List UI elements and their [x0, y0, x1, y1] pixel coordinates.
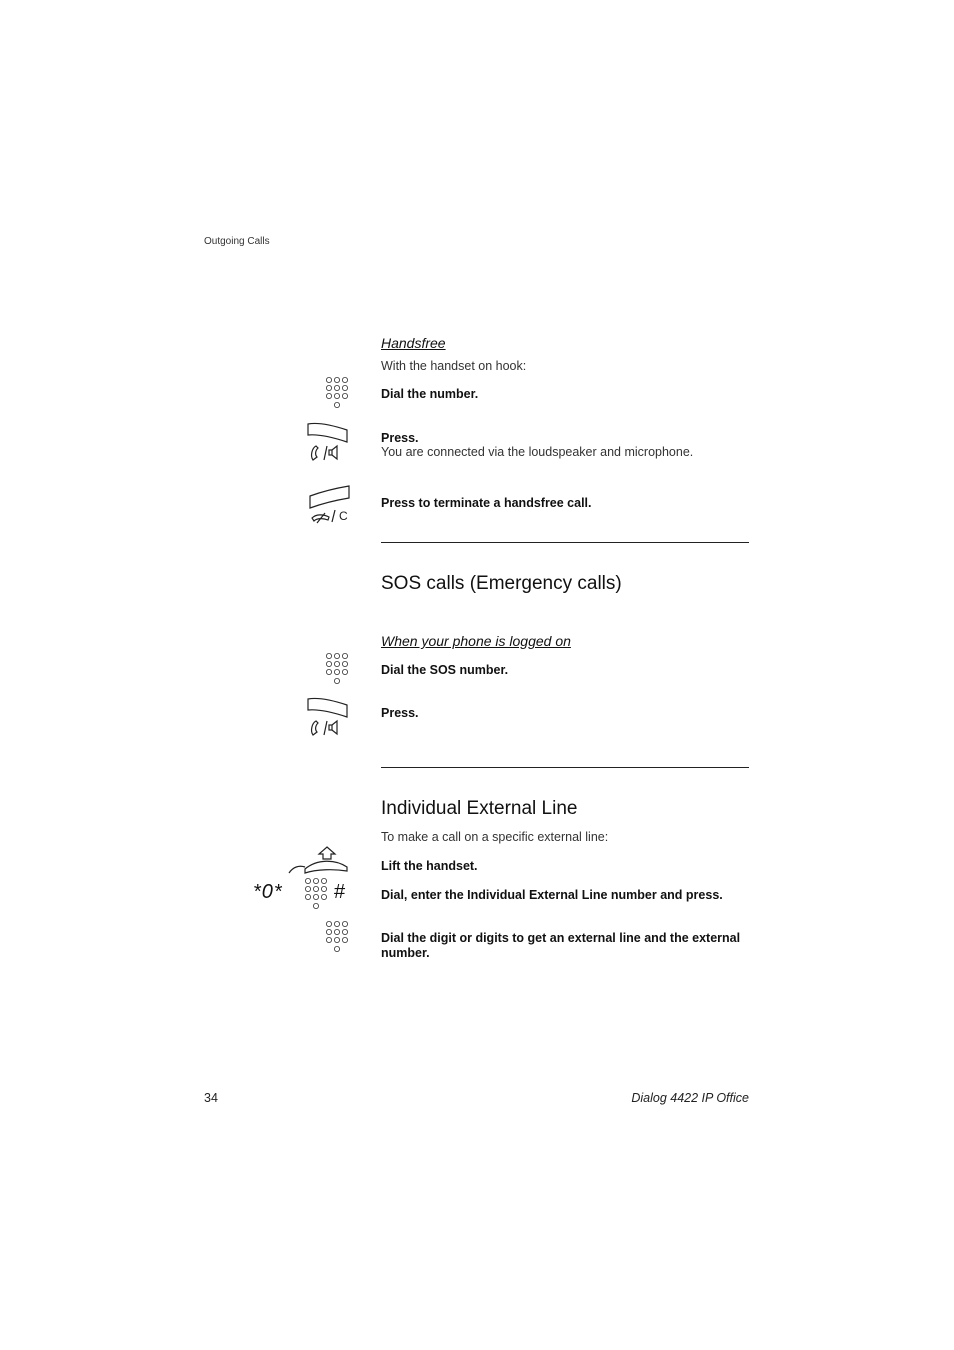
- handsfree-step-press-note: You are connected via the loudspeaker and microphone.: [381, 445, 694, 459]
- handsfree-intro: With the handset on hook:: [381, 359, 527, 373]
- keypad-icon: [325, 376, 351, 410]
- sos-heading: SOS calls (Emergency calls): [381, 573, 622, 594]
- individual-line-step-dial-digits: Dial the digit or digits to get an external line and the external number.: [381, 931, 741, 960]
- keypad-icon: [304, 877, 330, 911]
- keypad-icon: [325, 920, 351, 954]
- product-name: Dialog 4422 IP Office: [631, 1091, 749, 1105]
- individual-line-heading: Individual External Line: [381, 798, 578, 819]
- handsfree-step-terminate: Press to terminate a handsfree call.: [381, 496, 592, 510]
- page-number: 34: [204, 1091, 218, 1105]
- section-divider: [381, 767, 749, 768]
- lift-handset-icon: [287, 845, 351, 875]
- handsfree-subheading: Handsfree: [381, 335, 446, 351]
- running-header: Outgoing Calls: [204, 236, 270, 247]
- sos-subheading: When your phone is logged on: [381, 633, 571, 649]
- sos-step-dial: Dial the SOS number.: [381, 663, 509, 677]
- speaker-key-icon: [305, 420, 351, 464]
- individual-line-step-lift: Lift the handset.: [381, 859, 478, 873]
- keypad-icon: [325, 652, 351, 686]
- individual-line-intro: To make a call on a specific external line:: [381, 830, 609, 844]
- clear-key-icon: [307, 484, 353, 526]
- individual-line-step-dial-code: Dial, enter the Individual External Line number and press.: [381, 888, 723, 902]
- handsfree-step-dial: Dial the number.: [381, 387, 479, 401]
- speaker-key-icon: [305, 695, 351, 739]
- sos-step-press: Press.: [381, 706, 419, 720]
- section-divider: [381, 542, 749, 543]
- star-zero-star-code: *0*: [253, 881, 283, 903]
- hash-key-icon: #: [334, 881, 346, 903]
- handsfree-step-press: Press.: [381, 431, 419, 445]
- svg-text:C: C: [339, 509, 348, 523]
